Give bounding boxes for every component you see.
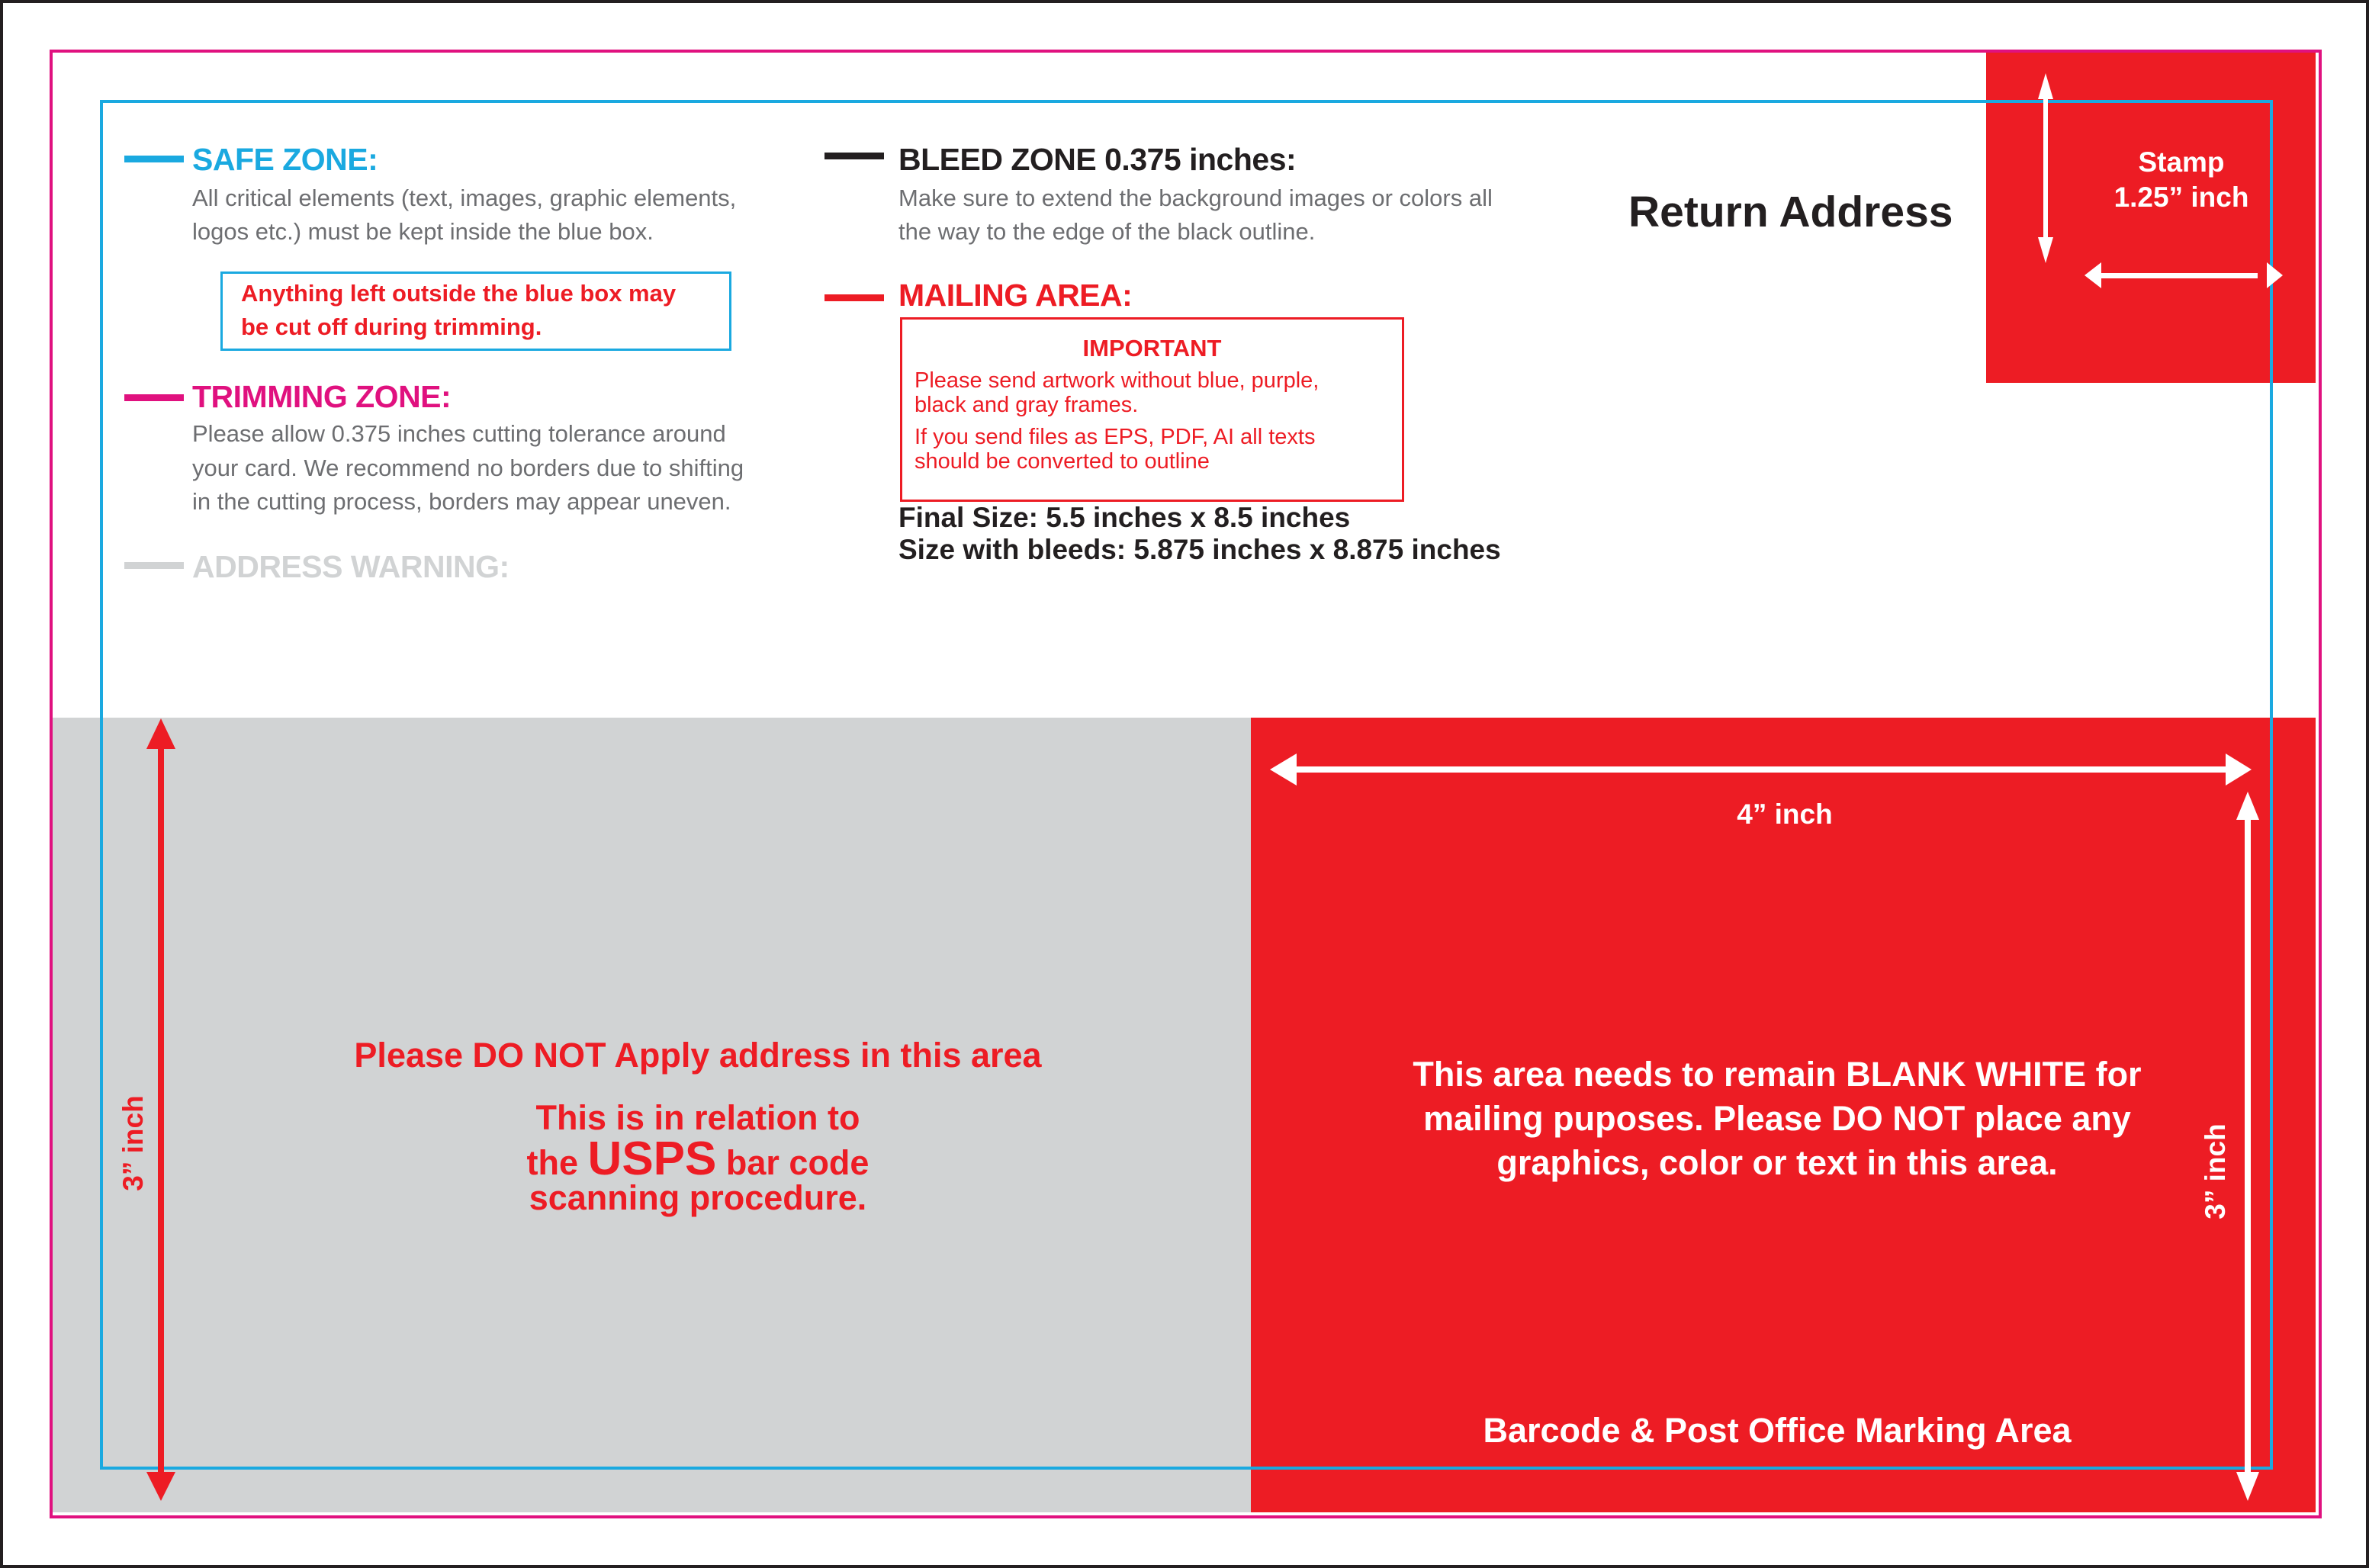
safe-zone-desc-2: logos etc.) must be kept inside the blue box. bbox=[192, 218, 654, 245]
mailing-area-swatch bbox=[824, 294, 884, 301]
blank-white-line-3: graphics, color or text in this area. bbox=[1496, 1143, 2058, 1182]
address-warning-message: Please DO NOT Apply address in this area bbox=[354, 1036, 1042, 1075]
stamp-title: Stamp bbox=[2138, 146, 2225, 178]
important-line-1: Please send artwork without blue, purple, bbox=[914, 368, 1320, 393]
usps-brand: USPS bbox=[587, 1133, 717, 1185]
size-with-bleeds: Size with bleeds: 5.875 inches x 8.875 inches bbox=[898, 534, 1501, 565]
barcode-area-height-label: 3” inch bbox=[2200, 1123, 2231, 1219]
bleed-zone-swatch bbox=[824, 153, 884, 159]
trimming-zone-desc-2: your card. We recommend no borders due to shifting bbox=[192, 455, 744, 481]
barcode-width-label: 4” inch bbox=[1737, 798, 1833, 830]
safe-zone-title: SAFE ZONE: bbox=[192, 142, 378, 177]
mailing-area-title: MAILING AREA: bbox=[898, 278, 1133, 313]
trimming-zone-desc-3: in the cutting process, borders may appear uneven. bbox=[192, 488, 731, 515]
blank-white-line-2: mailing puposes. Please DO NOT place any bbox=[1423, 1099, 2131, 1138]
address-area-height-label: 3” inch bbox=[117, 1095, 149, 1191]
safe-zone-desc-1: All critical elements (text, images, graphic elements, bbox=[192, 185, 737, 211]
usps-relation-line-3: scanning procedure. bbox=[529, 1178, 867, 1217]
trim-warning-box bbox=[220, 272, 731, 351]
bleed-zone-desc-2: the way to the edge of the black outline. bbox=[898, 218, 1316, 245]
bleed-zone-desc-1: Make sure to extend the background images or colors all bbox=[898, 185, 1493, 211]
important-notice-box bbox=[900, 317, 1404, 502]
stamp-size: 1.25” inch bbox=[2113, 182, 2249, 213]
important-title: IMPORTANT bbox=[1082, 335, 1222, 361]
usps-pre: the bbox=[526, 1143, 588, 1182]
final-size: Final Size: 5.5 inches x 8.5 inches bbox=[898, 502, 1351, 533]
stamp-label bbox=[2090, 145, 2273, 215]
blank-white-message bbox=[1297, 1052, 2258, 1185]
important-line-4: should be converted to outline bbox=[914, 449, 1210, 474]
blank-white-line-1: This area needs to remain BLANK WHITE for bbox=[1413, 1055, 2142, 1094]
usps-relation-line-1: This is in relation to bbox=[535, 1098, 860, 1137]
trim-warning-line-1: Anything left outside the blue box may bbox=[241, 280, 677, 307]
important-line-3: If you send files as EPS, PDF, AI all texts bbox=[914, 425, 1316, 449]
barcode-area-footer: Barcode & Post Office Marking Area bbox=[1483, 1411, 2072, 1450]
safe-zone-swatch bbox=[124, 156, 184, 162]
bleed-zone-title: BLEED ZONE 0.375 inches: bbox=[898, 142, 1297, 177]
return-address-label: Return Address bbox=[1628, 188, 1953, 236]
usps-post: bar code bbox=[716, 1143, 869, 1182]
address-warning-title: ADDRESS WARNING: bbox=[192, 549, 509, 584]
address-warning-swatch bbox=[124, 562, 184, 569]
trimming-zone-swatch bbox=[124, 394, 184, 401]
stamp-zone bbox=[1986, 53, 2316, 383]
important-line-2: black and gray frames. bbox=[914, 393, 1139, 417]
trim-warning-line-2: be cut off during trimming. bbox=[241, 313, 542, 340]
trimming-zone-title: TRIMMING ZONE: bbox=[192, 379, 452, 414]
trimming-zone-desc-1: Please allow 0.375 inches cutting tolerance around bbox=[192, 420, 726, 447]
